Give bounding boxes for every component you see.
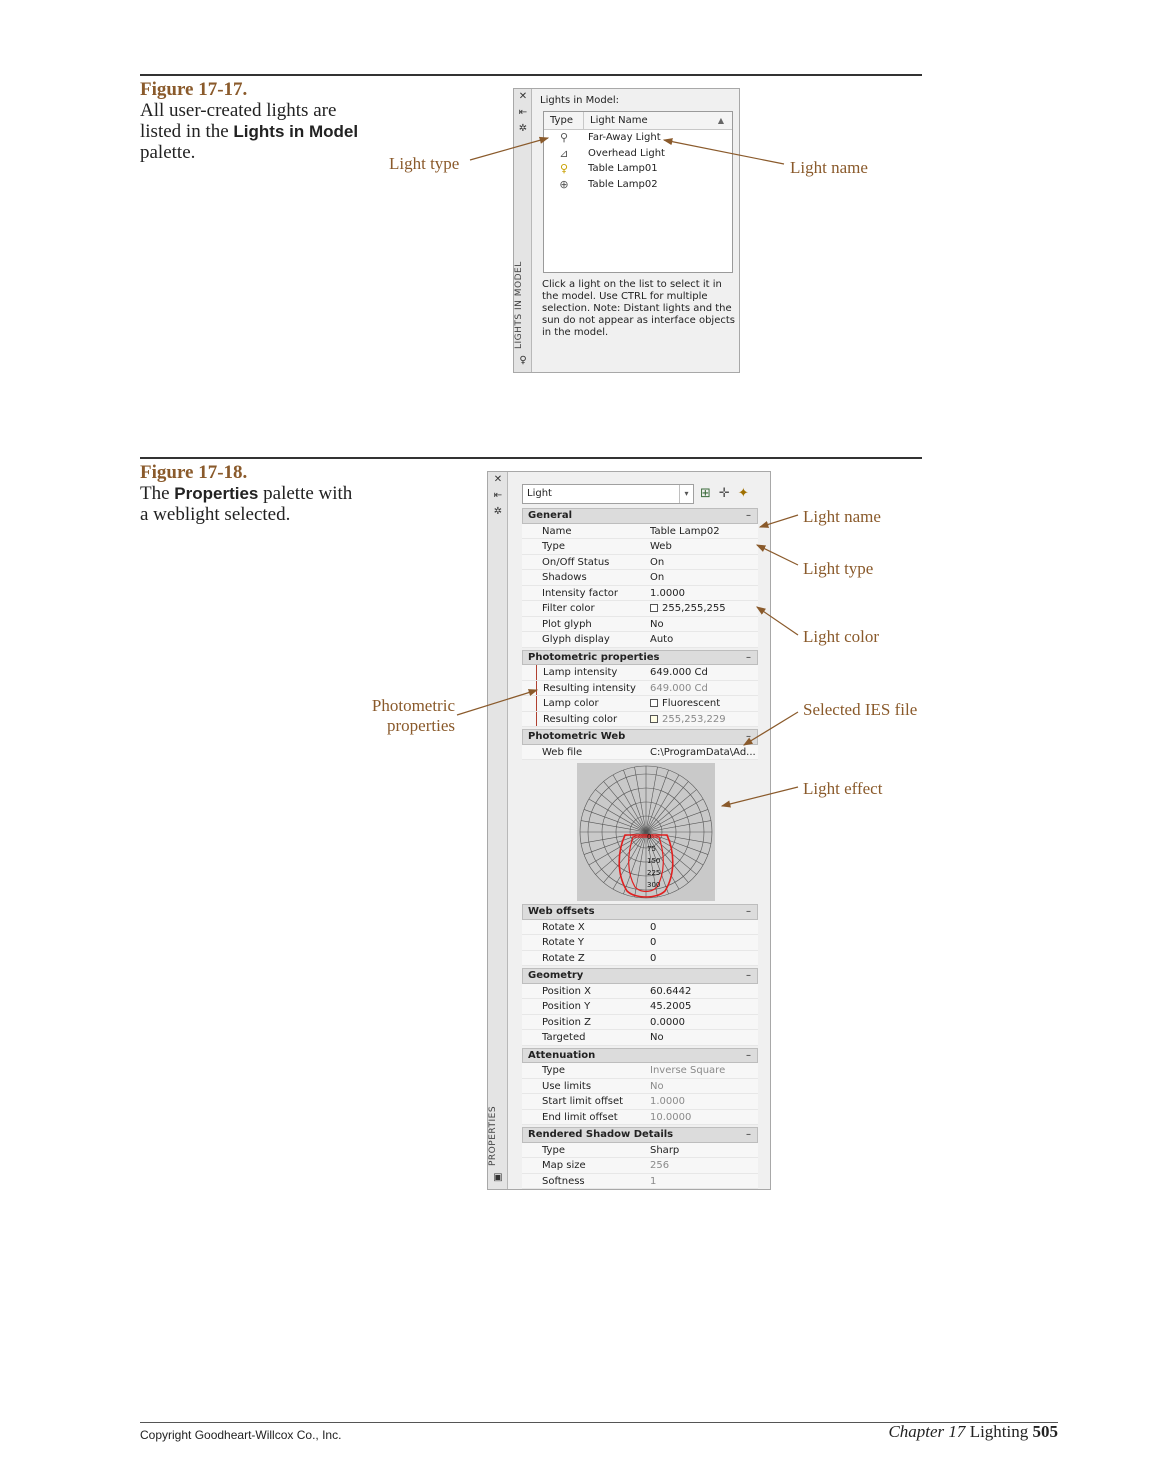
prop-row[interactable] bbox=[522, 665, 758, 681]
section-attenuation[interactable] bbox=[522, 1048, 758, 1064]
prop-key: Lamp intensity bbox=[536, 665, 650, 680]
prop-value: 0.0000 bbox=[650, 1016, 685, 1028]
prop-value: 1.0000 bbox=[650, 587, 685, 599]
prop-value: 649.000 Cd bbox=[650, 667, 708, 678]
autohide-icon[interactable]: ⇤ bbox=[493, 490, 503, 501]
prop-key: Start limit offset bbox=[542, 1096, 624, 1107]
palette-titlebar bbox=[514, 89, 532, 372]
callout-light-name-2: Light name bbox=[803, 507, 881, 526]
figure-number: Figure 17-17. bbox=[140, 79, 248, 100]
prop-value: 1 bbox=[650, 1175, 657, 1187]
section-general[interactable] bbox=[522, 508, 758, 524]
prop-value: On bbox=[650, 556, 665, 568]
figure-17-18-caption bbox=[140, 462, 360, 525]
prop-key: Position Z bbox=[542, 1016, 591, 1028]
callout-light-effect: Light effect bbox=[803, 779, 883, 798]
prop-value: 60.6442 bbox=[650, 985, 692, 997]
prop-key: Web file bbox=[542, 746, 583, 758]
prop-row[interactable] bbox=[522, 539, 758, 555]
prop-value: 649.000 Cd bbox=[650, 682, 708, 694]
quick-select-icon[interactable]: ✦ bbox=[737, 486, 749, 501]
spotlight-icon: ⊿ bbox=[559, 146, 569, 160]
callout-light-type-2: Light type bbox=[803, 559, 874, 578]
prop-value: 0 bbox=[650, 937, 657, 948]
collapse-icon[interactable]: – bbox=[746, 731, 751, 742]
prop-key: Position Y bbox=[542, 1001, 591, 1012]
prop-value-text: 255,255,255 bbox=[662, 603, 726, 614]
list-item[interactable] bbox=[544, 146, 732, 162]
polar-graph-svg bbox=[577, 763, 715, 901]
figure-17-17-caption bbox=[140, 79, 360, 163]
list-item-label: Table Lamp02 bbox=[588, 178, 658, 190]
prop-value: 0 bbox=[650, 921, 657, 933]
prop-key: Glyph display bbox=[542, 634, 610, 645]
prop-value: Sharp bbox=[650, 1144, 680, 1156]
prop-key: Shadows bbox=[542, 572, 587, 583]
collapse-icon[interactable]: – bbox=[746, 651, 751, 663]
object-type-dropdown[interactable] bbox=[522, 484, 694, 504]
footer-chapter-title: Lighting bbox=[969, 1422, 1029, 1441]
select-objects-icon[interactable]: ✛ bbox=[718, 486, 730, 501]
caption-text-end: palette. bbox=[140, 142, 196, 163]
section-photometric-web[interactable] bbox=[522, 729, 758, 745]
caption-bold: Properties bbox=[174, 484, 259, 503]
prop-row[interactable] bbox=[522, 617, 758, 633]
collapse-icon[interactable]: – bbox=[746, 906, 751, 917]
caption-text: The bbox=[140, 483, 170, 504]
prop-key: Name bbox=[542, 525, 572, 537]
prop-row[interactable] bbox=[522, 1015, 758, 1031]
prop-row[interactable] bbox=[522, 1030, 758, 1046]
close-icon[interactable]: ✕ bbox=[493, 474, 503, 485]
section-web-offsets[interactable] bbox=[522, 904, 758, 920]
graph-label: 150 bbox=[647, 857, 661, 865]
callout-photometric-line2: properties bbox=[387, 716, 455, 735]
palette-icon: ▣ bbox=[493, 1172, 503, 1183]
prop-value: 45.2005 bbox=[650, 1001, 692, 1012]
column-header-name-label: Light Name bbox=[590, 115, 648, 126]
section-title: Attenuation bbox=[528, 1049, 596, 1061]
point-light-icon: ♀ bbox=[559, 162, 569, 175]
prop-row[interactable] bbox=[522, 696, 758, 712]
callout-photometric-line1: Photometric bbox=[371, 696, 455, 715]
list-item-label: Far-Away Light bbox=[588, 132, 661, 143]
prop-row[interactable] bbox=[522, 570, 758, 586]
figure-number: Figure 17-18. bbox=[140, 462, 248, 483]
properties-gear-icon[interactable]: ✲ bbox=[518, 123, 528, 134]
prop-key: Targeted bbox=[542, 1032, 586, 1043]
caption-text: All user-created lights are listed in the bbox=[140, 100, 337, 142]
collapse-icon[interactable]: – bbox=[746, 1129, 751, 1140]
collapse-icon[interactable]: – bbox=[746, 1049, 751, 1061]
prop-value: Auto bbox=[650, 634, 674, 645]
prop-value: No bbox=[650, 618, 664, 630]
prop-value: Web bbox=[650, 541, 672, 552]
footer-copyright: Copyright Goodheart-Willcox Co., Inc. bbox=[140, 1428, 342, 1442]
color-swatch-icon bbox=[650, 604, 658, 612]
weblight-icon: ⊕ bbox=[559, 177, 569, 191]
section-geometry[interactable] bbox=[522, 968, 758, 984]
prop-value: Inverse Square bbox=[650, 1065, 726, 1076]
prop-row[interactable] bbox=[522, 745, 758, 761]
section-photometric[interactable] bbox=[522, 650, 758, 666]
prop-key: On/Off Status bbox=[542, 556, 610, 568]
prop-key: Intensity factor bbox=[542, 587, 619, 599]
palette-vertical-label: LIGHTS IN MODEL bbox=[514, 261, 524, 349]
graph-label: 75 bbox=[647, 845, 656, 853]
prop-row[interactable] bbox=[522, 984, 758, 1000]
list-item[interactable] bbox=[544, 177, 732, 193]
properties-palette bbox=[487, 471, 771, 1190]
section-title: Web offsets bbox=[528, 906, 595, 917]
properties-body bbox=[522, 484, 758, 1189]
properties-gear-icon[interactable]: ✲ bbox=[493, 506, 503, 517]
graph-label: 300 bbox=[647, 881, 661, 889]
prop-key: Softness bbox=[542, 1175, 585, 1187]
prop-value: 1.0000 bbox=[650, 1096, 685, 1107]
graph-label: 0 bbox=[647, 833, 652, 841]
section-title: General bbox=[528, 510, 572, 521]
callout-light-type: Light type bbox=[389, 154, 460, 173]
prop-value bbox=[650, 696, 758, 711]
section-title: Photometric properties bbox=[528, 651, 660, 663]
list-item[interactable] bbox=[544, 130, 732, 146]
prop-row[interactable] bbox=[522, 712, 758, 728]
prop-key: Rotate Z bbox=[542, 952, 585, 964]
palette-titlebar bbox=[488, 472, 508, 1189]
prop-row[interactable] bbox=[522, 555, 758, 571]
prop-row[interactable] bbox=[522, 1110, 758, 1126]
list-item-label: Table Lamp01 bbox=[588, 163, 658, 174]
footer-page-number: 505 bbox=[1032, 1422, 1058, 1441]
prop-value: Table Lamp02 bbox=[650, 525, 720, 537]
callout-ies-file: Selected IES file bbox=[803, 700, 918, 719]
graph-label: 225 bbox=[647, 869, 661, 877]
section-title: Photometric Web bbox=[528, 731, 626, 742]
prop-key: Type bbox=[542, 541, 565, 552]
lights-in-model-body bbox=[540, 95, 733, 366]
callout-photometric bbox=[363, 696, 455, 736]
distant-light-icon: ⚲ bbox=[559, 131, 569, 144]
collapse-icon[interactable]: – bbox=[746, 970, 751, 981]
prop-key: Map size bbox=[542, 1160, 586, 1171]
prop-value-text: 255,253,229 bbox=[662, 713, 726, 725]
callout-light-color: Light color bbox=[803, 627, 880, 646]
general-rows bbox=[522, 524, 758, 648]
lights-in-model-palette bbox=[513, 88, 740, 373]
sort-ascending-icon: ▲ bbox=[717, 116, 724, 125]
prop-row[interactable] bbox=[522, 1143, 758, 1159]
caption-bold: Lights in Model bbox=[233, 122, 359, 141]
prop-value-text: Fluorescent bbox=[662, 698, 721, 709]
column-header-name[interactable] bbox=[584, 112, 732, 129]
callout-light-name: Light name bbox=[790, 158, 868, 177]
top-rule-fig2 bbox=[140, 457, 922, 459]
prop-value: 256 bbox=[650, 1160, 670, 1171]
autohide-icon[interactable]: ⇤ bbox=[518, 107, 528, 118]
web-file-value: C:\ProgramData\Ad... bbox=[650, 746, 756, 758]
list-item-label: Overhead Light bbox=[588, 147, 665, 159]
lightbulb-icon: ♀ bbox=[519, 355, 527, 366]
polar-grid bbox=[580, 766, 712, 898]
photometric-web-graph bbox=[577, 763, 715, 901]
prop-row[interactable] bbox=[522, 1158, 758, 1174]
prop-key: Rotate Y bbox=[542, 937, 585, 948]
close-icon[interactable]: ✕ bbox=[518, 91, 528, 102]
palette-vertical-label: PROPERTIES bbox=[488, 1105, 498, 1167]
help-text: Click a light on the list to select it in the model. Use CTRL for multiple selection. Note: Distant lights and the sun do not appear as interface objects in the model. bbox=[542, 279, 735, 338]
prop-key: Filter color bbox=[542, 603, 595, 614]
prop-row[interactable] bbox=[522, 632, 758, 648]
palette-title: Lights in Model: bbox=[540, 95, 620, 106]
prop-row[interactable] bbox=[522, 920, 758, 936]
caption-text-end: palette with a weblight selected. bbox=[140, 483, 353, 525]
prop-key: End limit offset bbox=[542, 1111, 618, 1123]
prop-row[interactable] bbox=[522, 1174, 758, 1190]
prop-row[interactable] bbox=[522, 586, 758, 602]
prop-row[interactable] bbox=[522, 681, 758, 697]
chevron-down-icon[interactable]: ▾ bbox=[679, 485, 693, 503]
toggle-pickadd-icon[interactable]: ⊞ bbox=[700, 486, 711, 501]
collapse-icon[interactable]: – bbox=[746, 510, 751, 521]
prop-key: Use limits bbox=[542, 1080, 592, 1092]
prop-row[interactable] bbox=[522, 1063, 758, 1079]
prop-value: No bbox=[650, 1080, 664, 1092]
footer-chapter-number: Chapter 17 bbox=[888, 1422, 966, 1441]
prop-key: Rotate X bbox=[542, 921, 585, 933]
lights-list[interactable] bbox=[543, 111, 733, 273]
top-rule-fig1 bbox=[140, 74, 922, 76]
prop-value: 10.0000 bbox=[650, 1111, 692, 1123]
prop-key: Plot glyph bbox=[542, 618, 592, 630]
prop-key: Type bbox=[542, 1065, 565, 1076]
prop-row[interactable] bbox=[522, 1079, 758, 1095]
prop-value bbox=[650, 601, 758, 616]
prop-key: Resulting color bbox=[536, 712, 650, 727]
prop-row[interactable] bbox=[522, 999, 758, 1015]
prop-row[interactable] bbox=[522, 1094, 758, 1110]
prop-key: Resulting intensity bbox=[536, 681, 650, 696]
prop-row[interactable] bbox=[522, 524, 758, 540]
prop-key: Type bbox=[542, 1144, 565, 1156]
prop-value bbox=[650, 712, 758, 727]
list-item[interactable] bbox=[544, 161, 732, 177]
dropdown-value: Light bbox=[527, 488, 552, 499]
prop-value: On bbox=[650, 572, 665, 583]
prop-value: No bbox=[650, 1032, 664, 1043]
prop-key: Lamp color bbox=[536, 696, 650, 711]
prop-value: 0 bbox=[650, 952, 657, 964]
section-title: Rendered Shadow Details bbox=[528, 1129, 674, 1140]
column-header-type[interactable]: Type bbox=[544, 112, 584, 129]
prop-row[interactable] bbox=[522, 601, 758, 617]
photometric-rows bbox=[522, 665, 758, 727]
selector-row bbox=[522, 484, 758, 506]
color-swatch-icon bbox=[650, 699, 658, 707]
prop-row[interactable] bbox=[522, 935, 758, 951]
prop-key: Position X bbox=[542, 985, 591, 997]
color-swatch-icon bbox=[650, 715, 658, 723]
section-shadow[interactable] bbox=[522, 1127, 758, 1143]
prop-row[interactable] bbox=[522, 951, 758, 967]
toolbar-icons bbox=[700, 486, 757, 501]
footer-chapter bbox=[888, 1422, 1058, 1442]
section-title: Geometry bbox=[528, 970, 584, 981]
list-header bbox=[544, 112, 732, 130]
